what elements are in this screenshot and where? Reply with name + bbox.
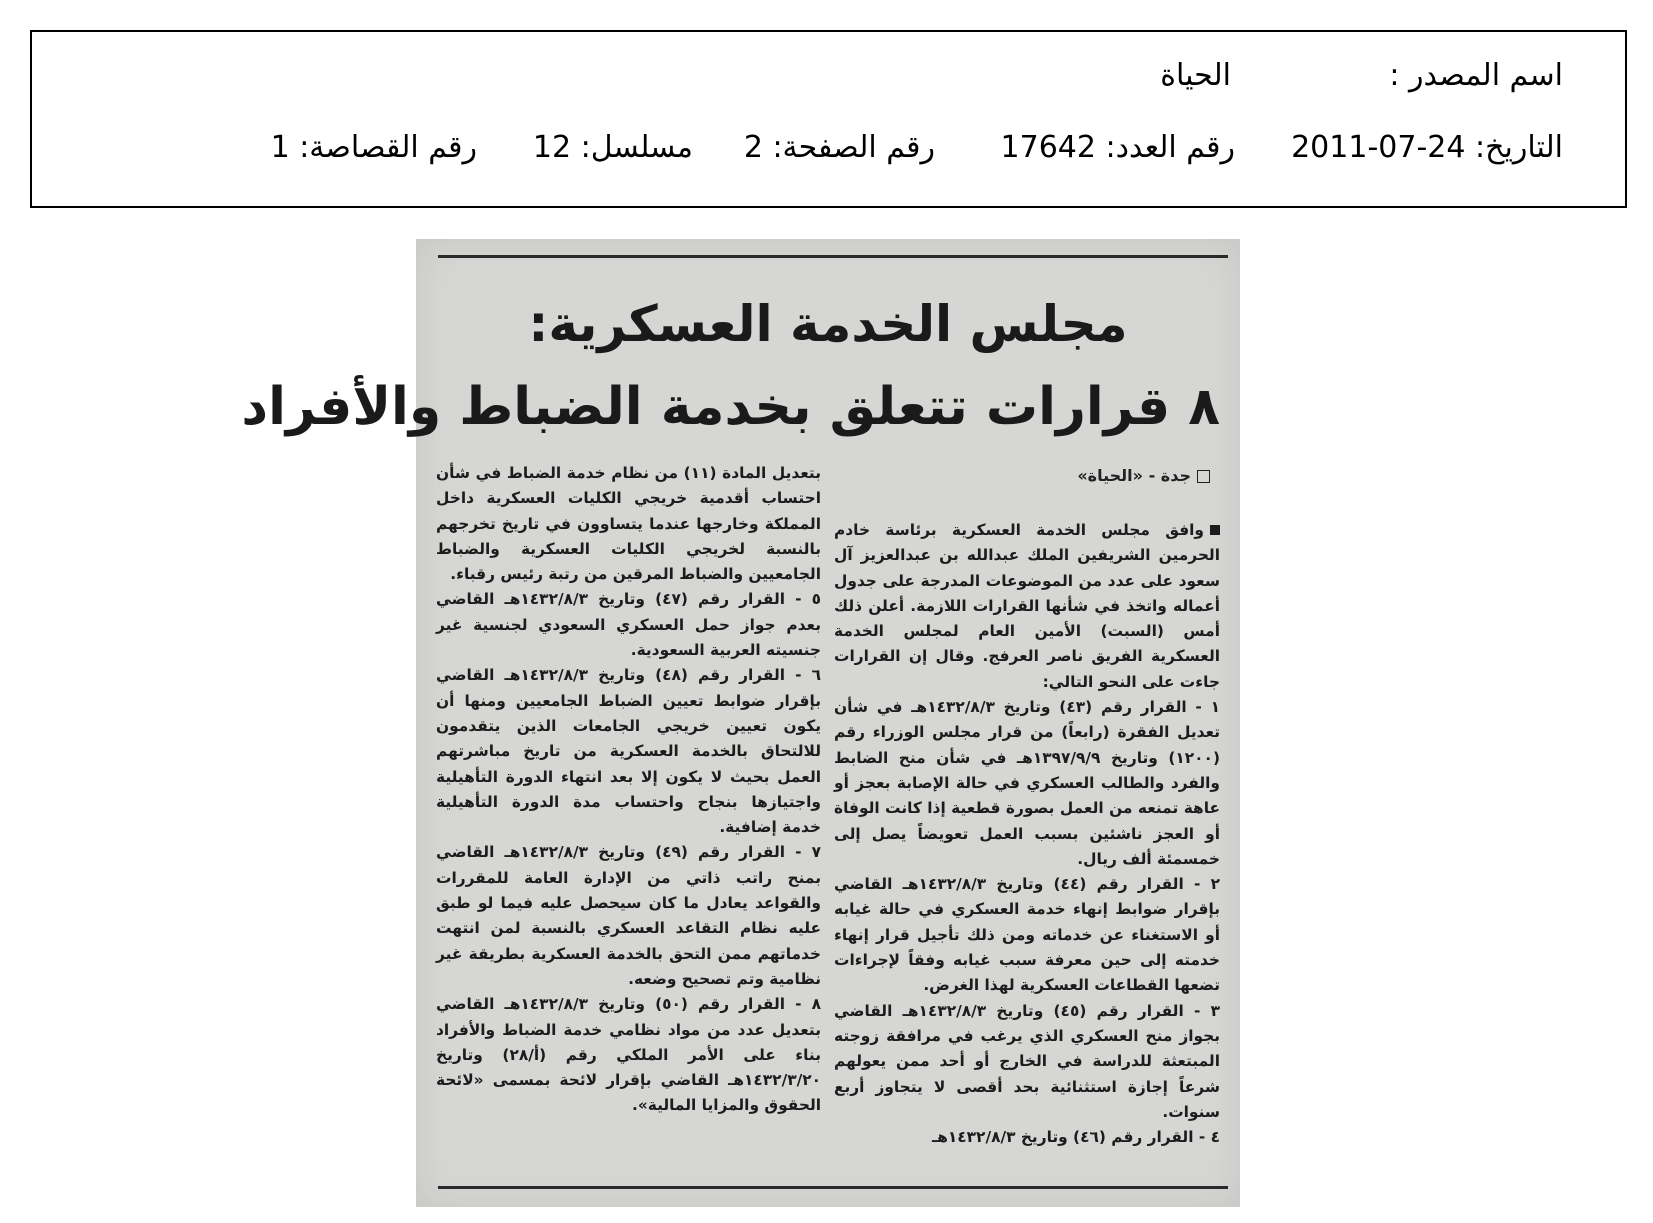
serial-field: مسلسل: 12 [532,130,693,165]
clipping-metadata-box [30,30,1627,208]
headline-line-1: مجلس الخدمة العسكرية: [528,295,1128,353]
bottom-rule [438,1186,1228,1189]
paragraph: ٢ - القرار رقم (٤٤) وتاريخ ١٤٣٢/٨/٣هـ القاضي بإقرار ضوابط إنهاء خدمة العسكري في حالة غيابه أو الاستغناء عن خدماته ومن ذلك تأجيل قرار إنهاء خدمته إلى حين معرفة سبب غيابه وفقاً لإجراءات تضعها القطاعات العسكرية لهذا الغرض. [834,875,1221,995]
newspaper-clipping [241,239,1240,1207]
square-bullet-icon [1197,470,1210,483]
page-number-field: رقم الصفحة: 2 [743,130,935,165]
headline-line-2: ٨ قرارات تتعلق بخدمة الضباط والأفراد [241,377,1220,437]
source-label: اسم المصدر : [1389,58,1563,93]
paragraph-bullet-icon [1210,525,1220,535]
paragraph: ٣ - القرار رقم (٤٥) وتاريخ ١٤٣٢/٨/٣هـ القاضي بجواز منح العسكري الذي يرغب في مرافقة زوجته المبتعثة للدراسة في الخارج أو أحد ممن يعولهم شرعاً إجازة استثنائية بحد أقصى لا يتجاوز أربع سنوات. [834,1001,1221,1121]
clip-number-field: رقم القصاصة: 1 [270,130,477,165]
paragraph: ٨ - القرار رقم (٥٠) وتاريخ ١٤٣٢/٨/٣هـ القاضي بتعديل عدد من مواد نظامي خدمة الضباط والأفراد بناء على الأمر الملكي رقم (أ/٢٨) وتاريخ ١٤٣٢/٣/٢٠هـ القاضي بإقرار لائحة بمسمى «لائحة الحقوق والمزايا المالية». [436,995,821,1115]
dateline-text: جدة - «الحياة» [1077,466,1191,485]
article-column-right [834,518,1220,1150]
paragraph: ٧ - القرار رقم (٤٩) وتاريخ ١٤٣٢/٨/٣هـ القاضي بمنح راتب ذاتي من الإدارة العامة للمقررات والقواعد يعادل ما كان سيحصل عليه فيما لو طبق عليه نظام التقاعد العسكري بالنسبة لمن انتهت خدماتهم ممن التحق بالخدمة العسكرية بطريقة غير نظامية وتم تصحيح وضعه. [436,843,821,988]
dateline [1077,466,1210,485]
paragraph: ٦ - القرار رقم (٤٨) وتاريخ ١٤٣٢/٨/٣هـ القاضي بإقرار ضوابط تعيين الضباط الجامعيين ومنها أن يكون تعيين خريجي الجامعات الذين يتقدمون للالتحاق بالخدمة العسكرية من تاريخ مباشرتهم العمل بحيث لا يكون إلا بعد انتهاء الدورة التأهيلية واجتيازها بنجاح واحتساب مدة الدورة التأهيلية خدمة إضافية. [436,666,821,837]
date-field: التاريخ: 24-07-2011 [1291,130,1563,165]
paragraph: ٥ - القرار رقم (٤٧) وتاريخ ١٤٣٢/٨/٣هـ القاضي بعدم جواز حمل العسكري السعودي لجنسية غير جنسيته العربية السعودية. [436,590,821,660]
paragraph: وافق مجلس الخدمة العسكرية برئاسة خادم الحرمين الشريفين الملك عبدالله بن عبدالعزيز آل سعود على عدد من الموضوعات المدرجة على جدول أعماله واتخذ في شأنها القرارات اللازمة. أعلن ذلك أمس (السبت) الأمين العام لمجلس الخدمة العسكرية الفريق ناصر العرفج. وقال إن القرارات جاءت على النحو التالي: [834,521,1220,691]
article-column-left [436,461,821,1119]
top-rule [438,255,1228,258]
issue-number-field: رقم العدد: 17642 [1000,130,1235,165]
paragraph: بتعديل المادة (١١) من نظام خدمة الضباط في شأن احتساب أقدمية خريجي الكليات العسكرية داخل المملكة وخارجها عندما يتساوون في تاريخ تخرجهم بالنسبة لخريجي الكليات العسكرية والضباط الجامعيين والضباط المرقين من رتبة رئيس رقباء. [436,464,821,584]
paragraph: ١ - القرار رقم (٤٣) وتاريخ ١٤٣٢/٨/٣هـ في شأن تعديل الفقرة (رابعاً) من قرار مجلس الوزراء رقم (١٢٠٠) وتاريخ ١٣٩٧/٩/٩هـ في شأن منح الضابط والفرد والطالب العسكري في حالة الإصابة بعجز أو عاهة تمنعه من العمل بصورة قطعية إذا كانت الوفاة أو العجز ناشئين بسبب العمل تعويضاً يصل إلى خمسمئة ألف ريال. [834,698,1221,868]
source-value: الحياة [1160,58,1231,93]
paragraph: ٤ - القرار رقم (٤٦) وتاريخ ١٤٣٢/٨/٣هـ [931,1128,1220,1147]
